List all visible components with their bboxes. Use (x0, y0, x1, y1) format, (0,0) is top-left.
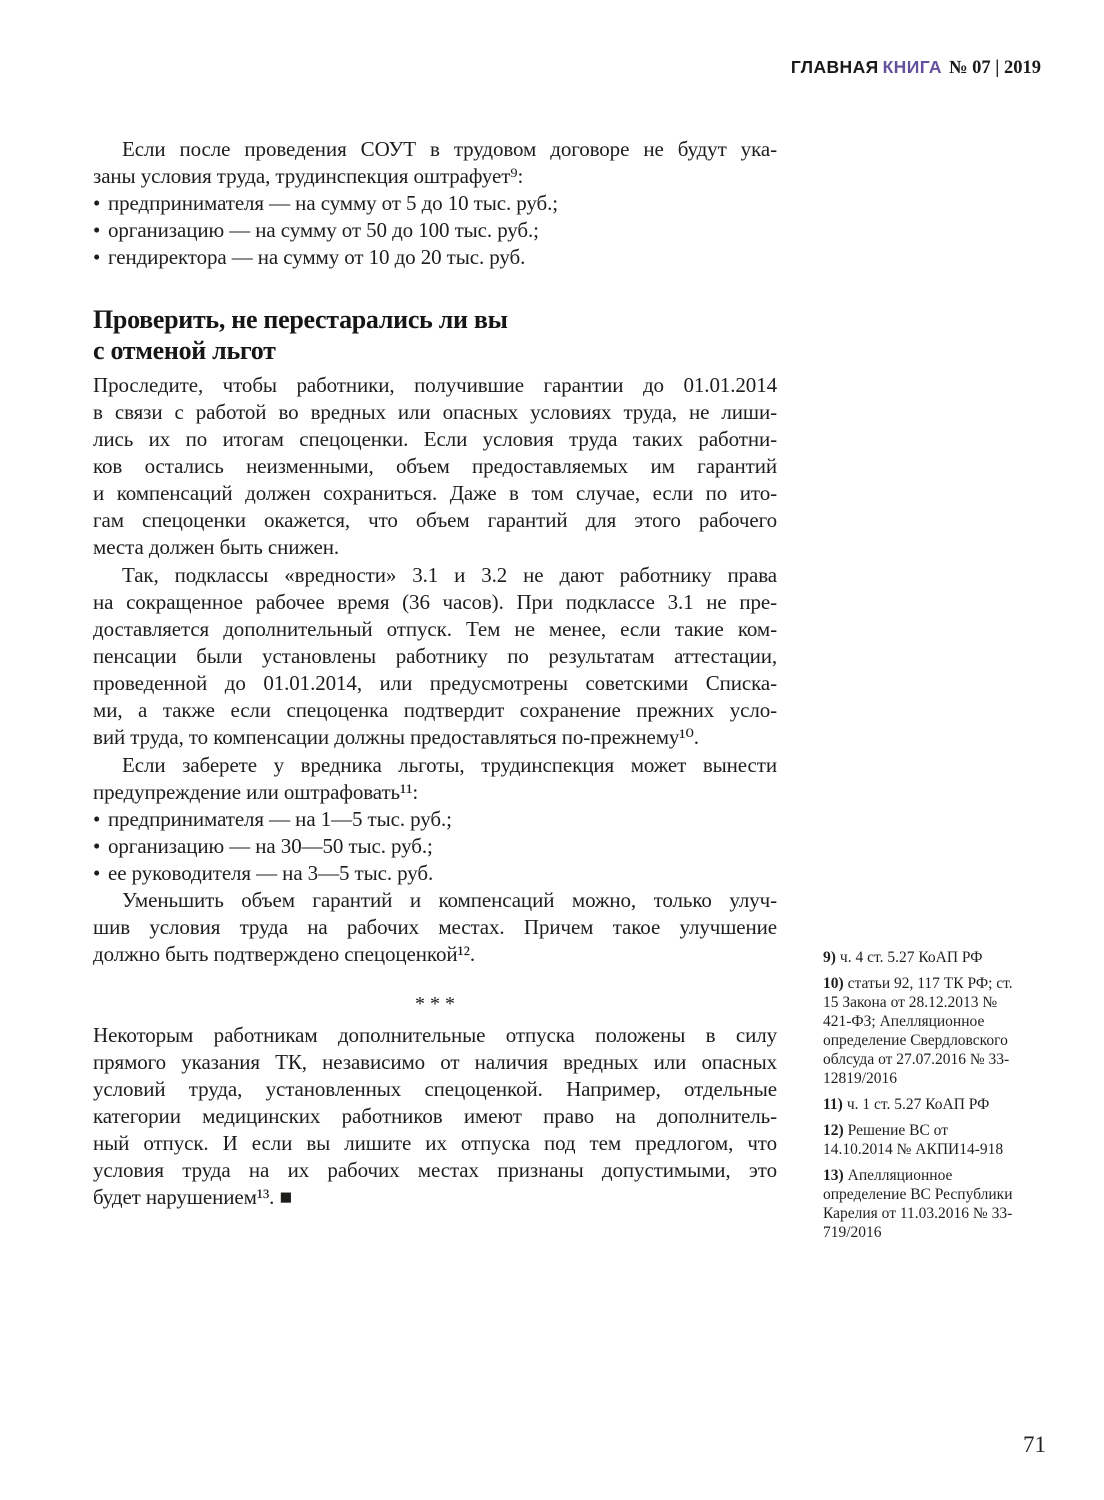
text-line: будет нарушением¹³. ■ (93, 1185, 293, 1209)
heading-line: Проверить, не перестарались ли вы (93, 305, 508, 334)
footnote-item-13 (823, 1166, 1019, 1242)
text-line: условия труда на их рабочих местах признаны допустимыми, это (93, 1158, 777, 1182)
footnotes-column (823, 948, 1019, 1249)
issue-number: № 07 | 2019 (948, 58, 1041, 78)
text-line: вий труда, то компенсации должны предоставляться по-прежнему¹⁰. (93, 725, 699, 749)
footnote-text: Апелляционное определение ВС Республики Карелия от 11.03.2016 № 33-719/2016 (823, 1167, 1013, 1241)
text-line: категории медицинских работников имеют право на дополнитель- (93, 1104, 777, 1128)
text-line: прямого указания ТК, независимо от наличия вредных или опасных (93, 1050, 777, 1074)
bullet-item: • гендиректора — на сумму от 10 до 20 тыс. руб. (93, 244, 777, 271)
footnote-text: Решение ВС от 14.10.2014 № АКПИ14-918 (823, 1122, 1004, 1158)
text-line: Так, подклассы «вредности» 3.1 и 3.2 не дают работнику права (122, 563, 777, 587)
text-line: в связи с работой во вредных или опасных условиях труда, не лиши- (93, 400, 777, 424)
text-line: на сокращенное рабочее время (36 часов). При подклассе 3.1 не пре- (93, 590, 777, 614)
text-line: Если заберете у вредника льготы, трудинспекция может вынести (122, 753, 777, 777)
footnote-item-9 (823, 948, 1019, 967)
text-line: Проследите, чтобы работники, получившие гарантии до 01.01.2014 (93, 373, 777, 397)
paragraph-guarantees (93, 372, 777, 561)
bullet-item: • ее руководителя — на 3—5 тыс. руб. (93, 860, 777, 887)
footnote-item-12 (823, 1121, 1019, 1159)
section-heading (93, 304, 777, 366)
text-line: Некоторым работникам дополнительные отпуска положены в силу (93, 1023, 777, 1047)
footnote-text: ч. 4 ст. 5.27 КоАП РФ (839, 949, 983, 966)
paragraph-intro (93, 136, 777, 190)
footnote-marker: 13) (823, 1167, 844, 1184)
magazine-title-accent: КНИГА (882, 57, 942, 77)
text-line: ный отпуск. И если вы лишите их отпуска под тем предлогом, что (93, 1131, 777, 1155)
text-line: шив условия труда на рабочих местах. Причем такое улучшение (93, 915, 777, 939)
footnote-marker: 12) (823, 1122, 844, 1139)
footnote-marker: 9) (823, 949, 836, 966)
magazine-title-main: ГЛАВНАЯ (790, 57, 879, 77)
text-line: ков остались неизменными, объем предоставляемых им гарантий (93, 454, 777, 478)
bullet-item: • предпринимателя — на сумму от 5 до 10 тыс. руб.; (93, 190, 777, 217)
text-line: ми, а также если спецоценка подтвердит сохранение прежних усло- (93, 698, 777, 722)
paragraph-withdraw-benefits (93, 752, 777, 806)
paragraph-reduce-guarantees (93, 887, 777, 968)
fines-list-withdraw (93, 806, 777, 887)
bullet-item: • организацию — на 30—50 тыс. руб.; (93, 833, 777, 860)
asterisk-separator: * * * (415, 993, 455, 1015)
footnote-item-10 (823, 974, 1019, 1088)
footnote-marker: 10) (823, 975, 844, 992)
text-line: должно быть подтверждено спецоценкой¹². (93, 942, 476, 966)
text-line: гам спецоценки окажется, что объем гарантий для этого рабочего (93, 508, 777, 532)
text-line: заны условия труда, трудинспекция оштрафует⁹: (93, 164, 524, 188)
text-line: Уменьшить объем гарантий и компенсаций можно, только улуч- (122, 888, 777, 912)
text-line: и компенсаций должен сохраниться. Даже в том случае, если по ито- (93, 481, 777, 505)
text-line: Если после проведения СОУТ в трудовом договоре не будут ука- (122, 137, 777, 161)
text-line: условий труда, установленных спецоценкой. Например, отдельные (93, 1077, 777, 1101)
paragraph-subclasses (93, 562, 777, 751)
bullet-item: • предпринимателя — на 1—5 тыс. руб.; (93, 806, 777, 833)
paragraph-final (93, 1022, 777, 1211)
footnote-marker: 11) (823, 1096, 843, 1113)
footnote-item-11 (823, 1095, 1019, 1114)
heading-line: с отменой льгот (93, 336, 276, 365)
footnote-text: ч. 1 ст. 5.27 КоАП РФ (846, 1096, 990, 1113)
footnote-text: статьи 92, 117 ТК РФ; ст. 15 Закона от 28.12.2013 № 421-ФЗ; Апелляционное определение Свердловского облсуда от 27.07.2016 № 33-12819/2016 (823, 975, 1013, 1087)
fines-list-sout (93, 190, 777, 271)
text-line: лись их по итогам спецоценки. Если условия труда таких работни- (93, 427, 777, 451)
text-line: предупреждение или оштрафовать¹¹: (93, 780, 419, 804)
running-head (791, 56, 1041, 80)
text-line: проведенной до 01.01.2014, или предусмотрены советскими Списка- (93, 671, 777, 695)
text-line: доставляется дополнительный отпуск. Тем не менее, если такие ком- (93, 617, 777, 641)
page-number: 71 (1023, 1432, 1046, 1457)
text-line: места должен быть снижен. (93, 535, 340, 559)
bullet-item: • организацию — на сумму от 50 до 100 тыс. руб.; (93, 217, 777, 244)
text-line: пенсации были установлены работнику по результатам аттестации, (93, 644, 777, 668)
